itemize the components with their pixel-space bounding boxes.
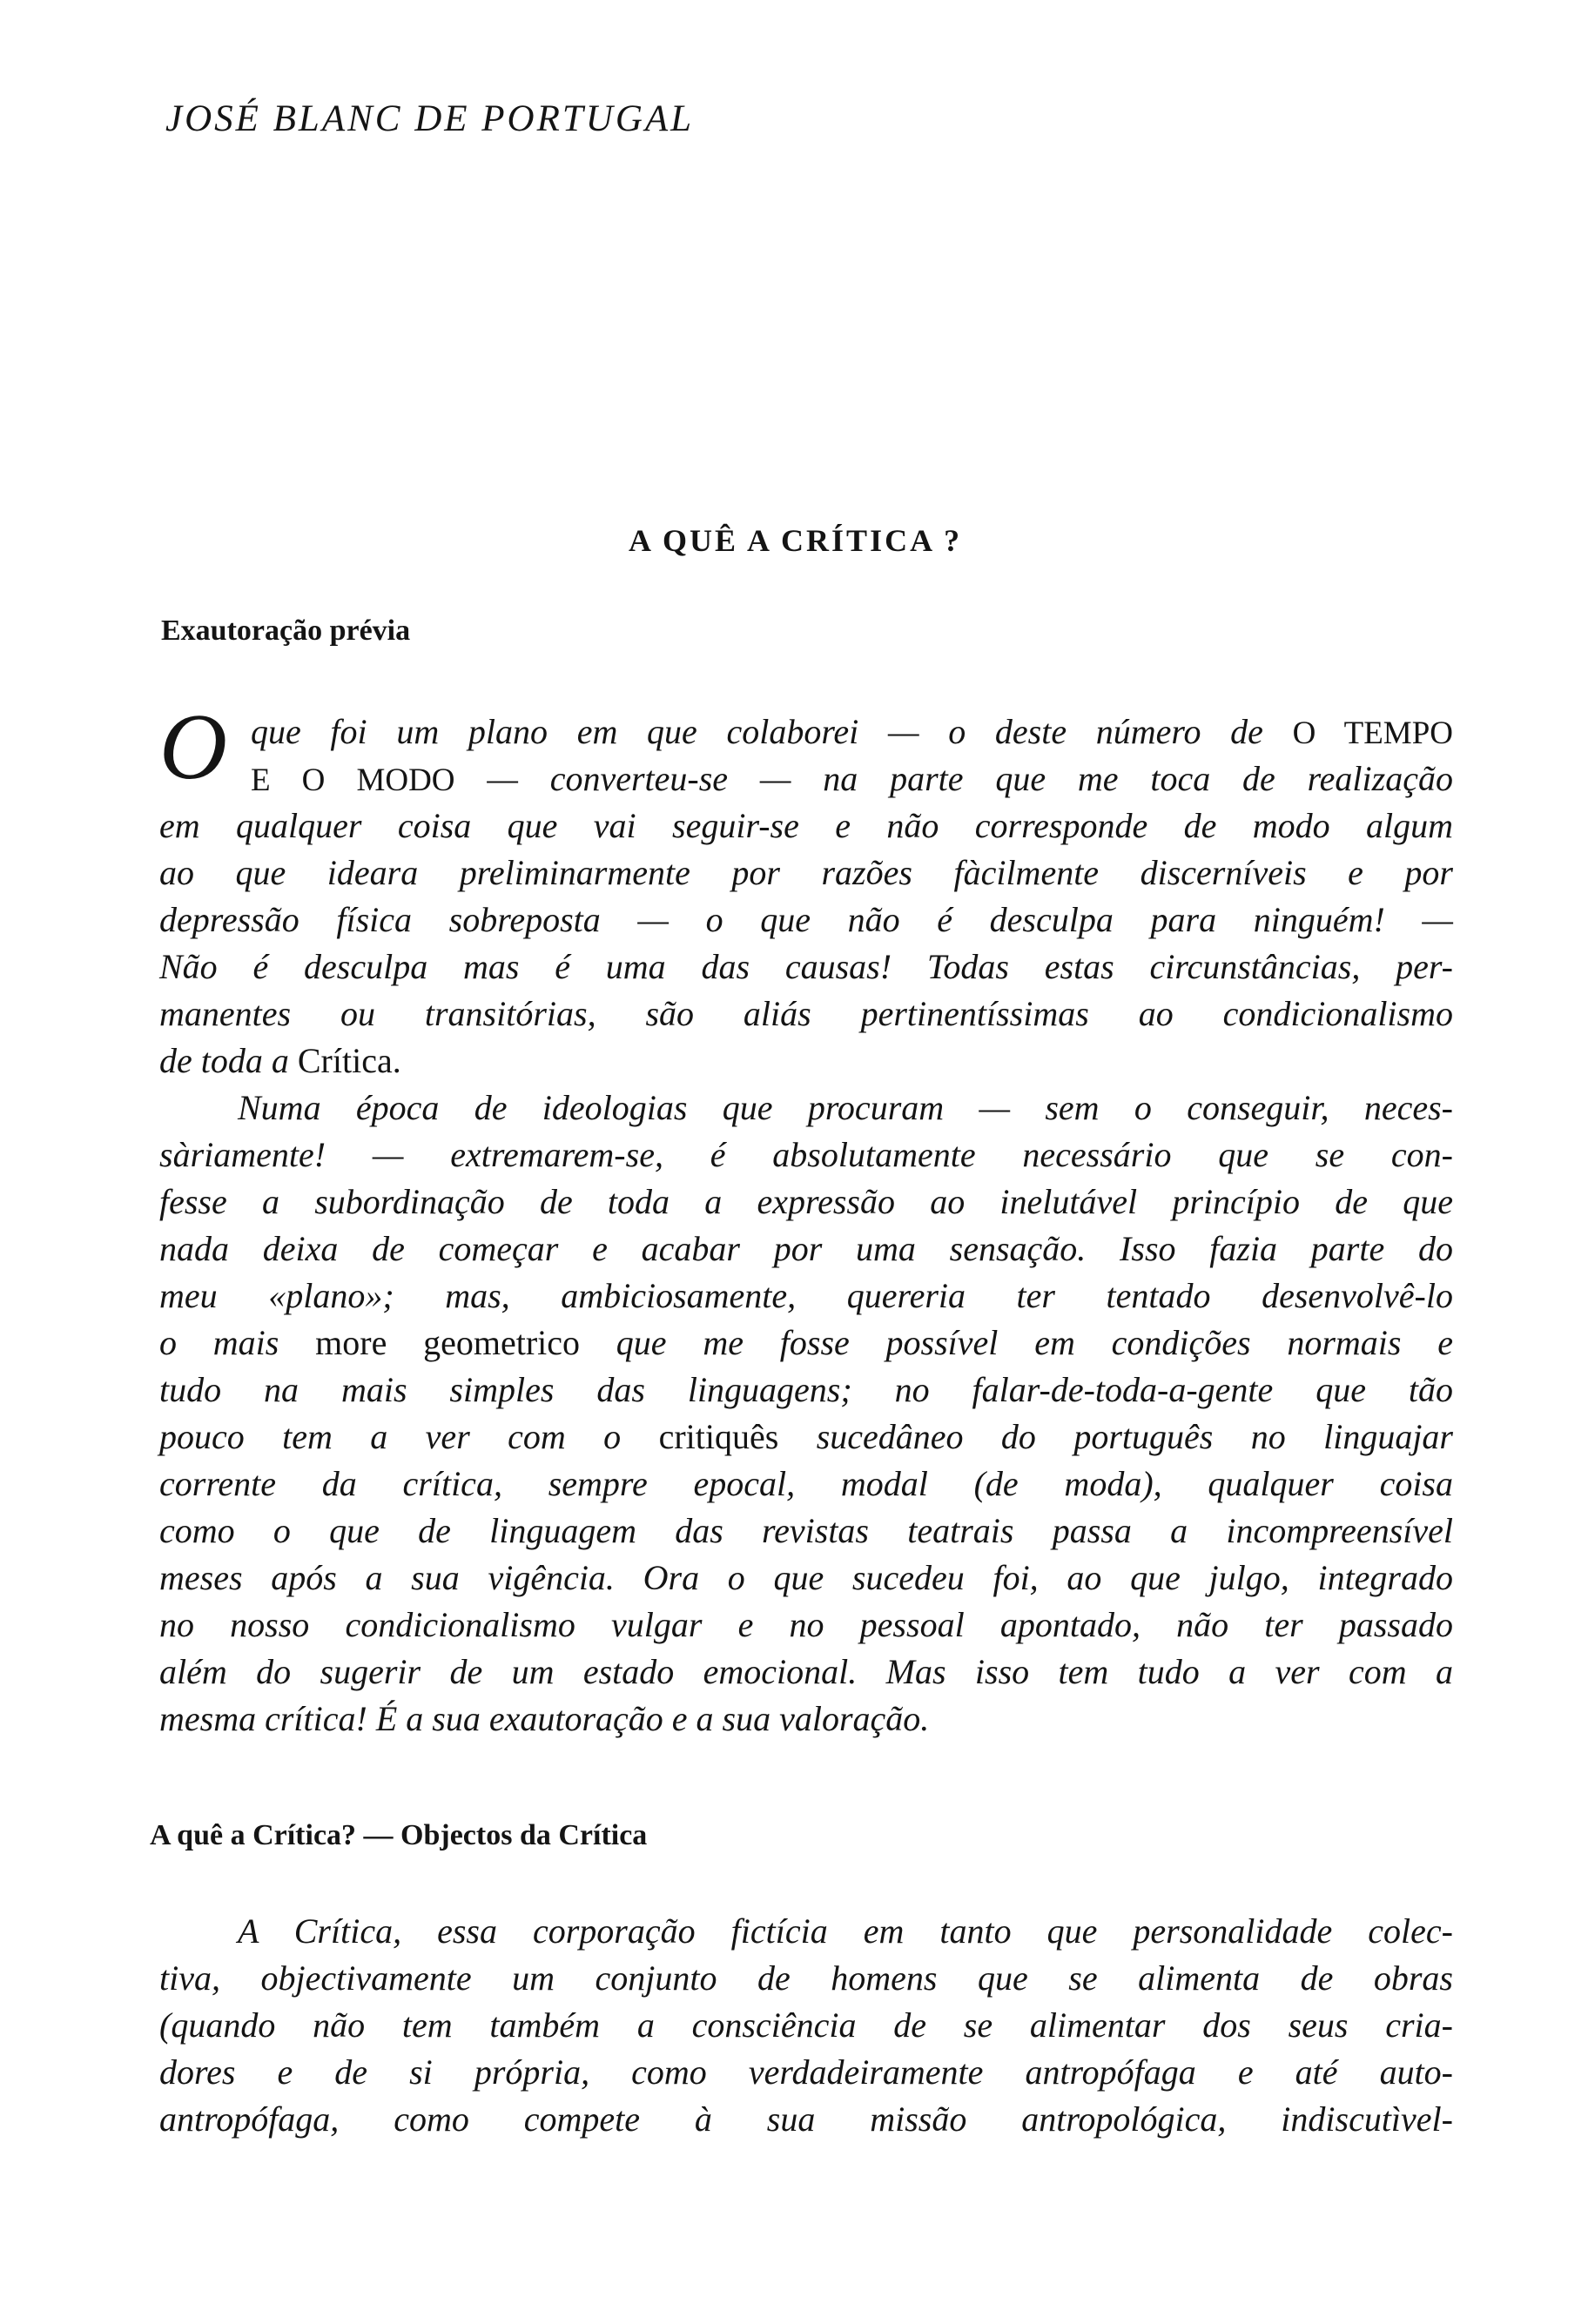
text-line: Numa época de ideologias que procuram — sem o conseguir, neces- xyxy=(238,1088,1453,1127)
text-line: em qualquer coisa que vai seguir-se e não corresponde de modo algum xyxy=(159,806,1453,845)
text-span: que foi um plano em que colaborei — o deste número de xyxy=(251,712,1293,751)
text-line xyxy=(159,1414,1453,1461)
text-line: mesma crítica! É a sua exautoração e a sua valoração. xyxy=(159,1699,930,1738)
text-line: depressão física sobreposta — o que não é desculpa para ninguém! — xyxy=(159,900,1453,939)
text-line: além do sugerir de um estado emocional. Mas isso tem tudo a ver com a xyxy=(159,1652,1453,1691)
section-heading-exautoracao: Exautoração prévia xyxy=(161,615,411,647)
paragraph-1 xyxy=(159,709,1453,1085)
text-span: O TEMPO xyxy=(1292,715,1454,751)
paragraph-3 xyxy=(159,1908,1453,2143)
text-span: pouco tem a ver com o xyxy=(159,1417,659,1456)
drop-cap: O xyxy=(159,695,227,799)
text-line: corrente da crítica, sempre epocal, modal (de moda), qualquer coisa xyxy=(159,1464,1453,1503)
text-span: more geometrico xyxy=(315,1323,581,1362)
article-title: A QUÊ A CRÍTICA ? xyxy=(629,523,963,558)
text-line: no nosso condicionalismo vulgar e no pessoal apontado, não ter passado xyxy=(159,1605,1453,1644)
text-span: que me fosse possível em condições normais e xyxy=(580,1323,1454,1362)
text-line: Não é desculpa mas é uma das causas! Todas estas circunstâncias, per- xyxy=(159,947,1453,986)
text-span: sucedâneo do português no linguajar xyxy=(778,1417,1453,1456)
text-span: critiquês xyxy=(658,1417,779,1456)
text-line: (quando não tem também a consciência de se alimentar dos seus cria- xyxy=(159,2005,1453,2045)
text-line: fesse a subordinação de toda a expressão ao inelutável princípio de que xyxy=(159,1182,1453,1221)
text-span: Crítica. xyxy=(297,1041,401,1080)
text-line xyxy=(159,709,1453,756)
text-line: meses após a sua vigência. Ora o que sucedeu foi, ao que julgo, integrado xyxy=(159,1558,1453,1597)
text-span: o mais xyxy=(159,1323,316,1362)
text-span: de toda a xyxy=(159,1041,298,1080)
section-heading-objectos: A quê a Crítica? — Objectos da Crítica xyxy=(150,1819,648,1851)
text-span: E O MODO xyxy=(251,762,455,798)
text-line: manentes ou transitórias, são aliás pertinentíssimas ao condicionalismo xyxy=(159,994,1453,1033)
text-line: tudo na mais simples das linguagens; no falar-de-toda-a-gente que tão xyxy=(159,1370,1453,1409)
text-line: dores e de si própria, como verdadeiramente antropófaga e até auto- xyxy=(159,2052,1453,2092)
text-line: ao que ideara preliminarmente por razões fàcilmente discerníveis e por xyxy=(159,853,1453,892)
text-line xyxy=(159,1038,1453,1085)
text-line: sàriamente! — extremarem-se, é absolutamente necessário que se con- xyxy=(159,1135,1453,1174)
text-span: — converteu-se — na parte que me toca de realização xyxy=(454,759,1453,798)
paragraph-2 xyxy=(159,1085,1453,1743)
text-line: nada deixa de começar e acabar por uma sensação. Isso fazia parte do xyxy=(159,1229,1453,1268)
text-line: meu «plano»; mas, ambiciosamente, quereria ter tentado desenvolvê-lo xyxy=(159,1276,1453,1315)
text-line xyxy=(159,756,1453,803)
text-line: antropófaga, como compete à sua missão antropológica, indiscutìvel- xyxy=(159,2099,1453,2139)
author-name: JOSÉ BLANC DE PORTUGAL xyxy=(165,98,695,139)
text-line: A Crítica, essa corporação fictícia em tanto que personalidade colec- xyxy=(238,1911,1453,1951)
text-line: tiva, objectivamente um conjunto de homens que se alimenta de obras xyxy=(159,1958,1453,1998)
text-line: como o que de linguagem das revistas teatrais passa a incompreensível xyxy=(159,1511,1453,1550)
text-line xyxy=(159,1320,1453,1367)
